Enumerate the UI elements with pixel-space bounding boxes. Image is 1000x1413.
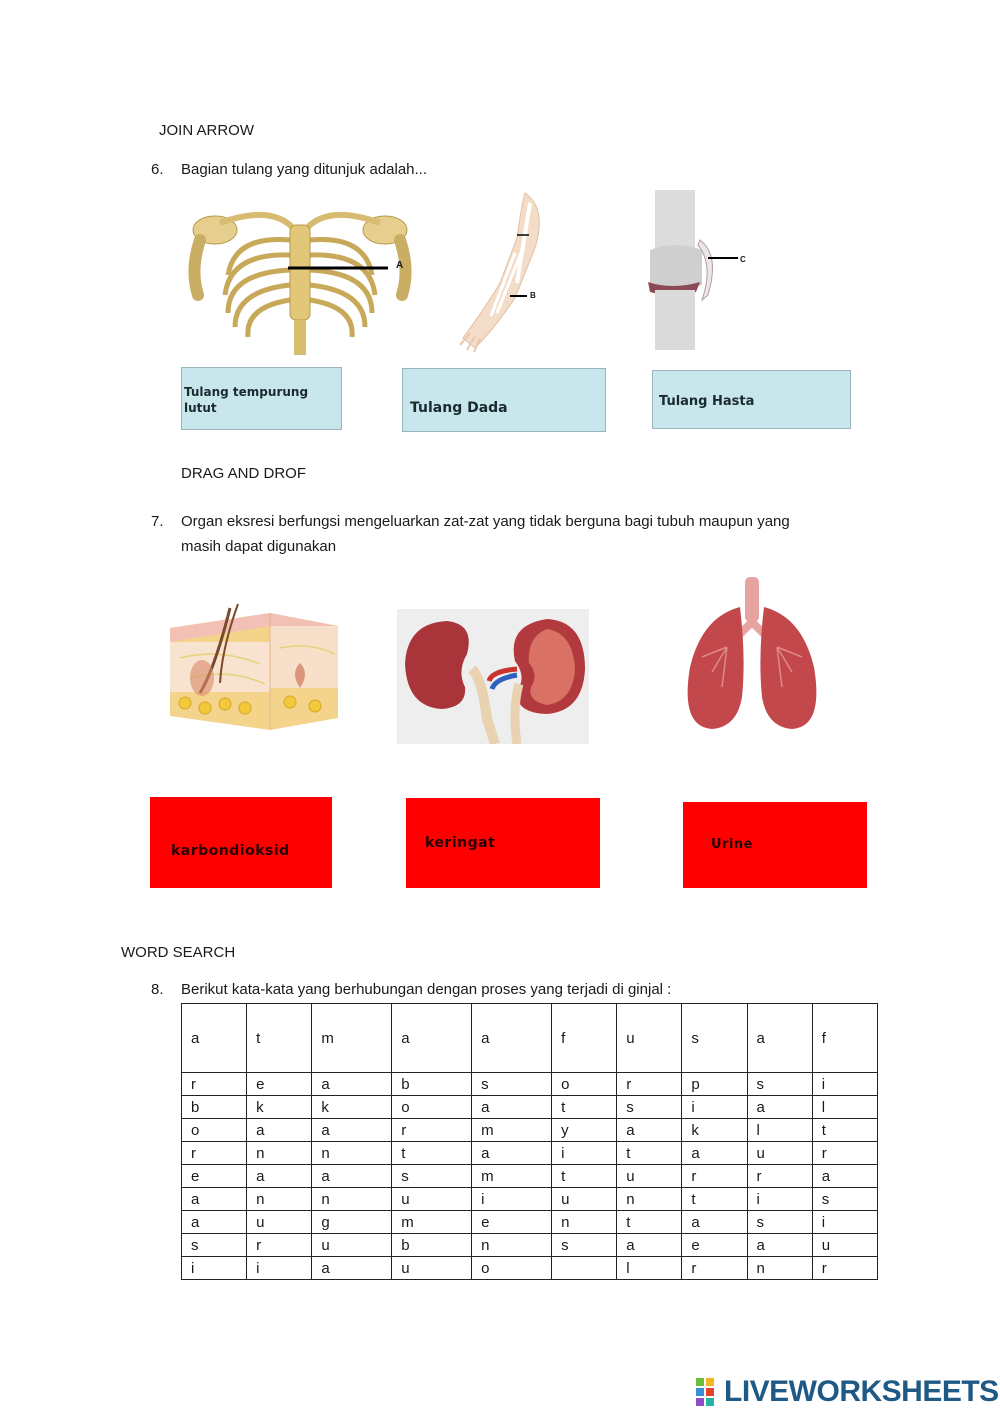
word-search-cell[interactable]: u bbox=[392, 1188, 472, 1211]
word-search-cell[interactable]: a bbox=[617, 1119, 682, 1142]
word-search-cell[interactable]: r bbox=[812, 1257, 877, 1280]
question-text-line1: Organ eksresi berfungsi mengeluarkan zat-zat yang tidak berguna bagi tubuh maupun yang bbox=[181, 513, 790, 530]
word-search-cell[interactable]: b bbox=[392, 1234, 472, 1257]
word-search-cell[interactable]: a bbox=[682, 1211, 747, 1234]
word-search-cell[interactable]: r bbox=[682, 1257, 747, 1280]
word-search-cell[interactable]: s bbox=[682, 1004, 747, 1073]
ribcage-illustration bbox=[180, 195, 420, 355]
lungs-illustration bbox=[672, 577, 832, 737]
word-search-cell[interactable]: a bbox=[747, 1096, 812, 1119]
word-search-cell[interactable]: e bbox=[472, 1211, 552, 1234]
word-search-cell[interactable]: m bbox=[472, 1119, 552, 1142]
word-search-cell[interactable]: a bbox=[182, 1211, 247, 1234]
word-search-cell[interactable]: m bbox=[472, 1165, 552, 1188]
word-search-cell[interactable]: t bbox=[617, 1142, 682, 1165]
word-search-cell[interactable]: r bbox=[182, 1142, 247, 1165]
word-search-cell[interactable]: a bbox=[812, 1165, 877, 1188]
word-search-cell[interactable]: m bbox=[312, 1004, 392, 1073]
word-search-cell[interactable]: a bbox=[312, 1165, 392, 1188]
section-heading-word-search: WORD SEARCH bbox=[121, 944, 236, 961]
word-search-cell[interactable]: u bbox=[392, 1257, 472, 1280]
word-search-cell[interactable]: n bbox=[312, 1188, 392, 1211]
question-number: 6. bbox=[151, 161, 164, 178]
label-a: A bbox=[396, 260, 404, 271]
word-search-row bbox=[182, 1188, 878, 1211]
word-search-cell[interactable]: i bbox=[247, 1257, 312, 1280]
word-search-cell[interactable]: k bbox=[682, 1119, 747, 1142]
answer-card-tulang-dada[interactable]: Tulang Dada bbox=[402, 368, 606, 432]
word-search-cell[interactable]: i bbox=[682, 1096, 747, 1119]
word-search-cell[interactable]: a bbox=[182, 1004, 247, 1073]
word-search-cell[interactable]: a bbox=[747, 1234, 812, 1257]
answer-card-tulang-tempurung-lutut[interactable]: Tulang tempurung lutut bbox=[181, 367, 342, 430]
word-search-cell[interactable]: i bbox=[812, 1211, 877, 1234]
word-search-cell[interactable]: k bbox=[312, 1096, 392, 1119]
word-search-cell[interactable]: u bbox=[552, 1188, 617, 1211]
word-search-cell[interactable]: t bbox=[552, 1096, 617, 1119]
liveworksheets-logo-icon bbox=[696, 1378, 724, 1406]
word-search-cell[interactable]: u bbox=[812, 1234, 877, 1257]
word-search-row bbox=[182, 1142, 878, 1165]
word-search-cell[interactable]: s bbox=[392, 1165, 472, 1188]
word-search-cell[interactable]: n bbox=[552, 1211, 617, 1234]
word-search-cell[interactable]: a bbox=[247, 1119, 312, 1142]
liveworksheets-logo-text: LIVEWORKSHEETS bbox=[724, 1375, 999, 1408]
word-search-cell[interactable]: n bbox=[247, 1188, 312, 1211]
word-search-cell[interactable]: s bbox=[552, 1234, 617, 1257]
question-number: 7. bbox=[151, 513, 164, 530]
word-search-cell[interactable]: r bbox=[182, 1073, 247, 1096]
kidney-illustration bbox=[397, 609, 589, 744]
word-search-cell[interactable]: r bbox=[682, 1165, 747, 1188]
word-search-row bbox=[182, 1165, 878, 1188]
word-search-cell[interactable]: i bbox=[812, 1073, 877, 1096]
word-search-cell[interactable]: s bbox=[472, 1073, 552, 1096]
word-search-cell[interactable]: a bbox=[312, 1073, 392, 1096]
question-text-line2: masih dapat digunakan bbox=[181, 538, 337, 555]
word-search-cell[interactable]: b bbox=[182, 1096, 247, 1119]
word-search-grid[interactable] bbox=[181, 1003, 878, 1280]
word-search-cell[interactable]: a bbox=[472, 1142, 552, 1165]
label-b: B bbox=[530, 291, 536, 300]
word-search-cell[interactable]: t bbox=[812, 1119, 877, 1142]
word-search-cell[interactable]: s bbox=[747, 1073, 812, 1096]
word-search-cell[interactable]: a bbox=[472, 1004, 552, 1073]
word-search-cell[interactable]: u bbox=[312, 1234, 392, 1257]
word-search-cell[interactable]: l bbox=[747, 1119, 812, 1142]
word-search-cell[interactable]: n bbox=[472, 1234, 552, 1257]
word-search-cell[interactable]: r bbox=[812, 1142, 877, 1165]
word-search-cell[interactable]: u bbox=[747, 1142, 812, 1165]
knee-joint-illustration bbox=[640, 190, 750, 350]
word-search-cell[interactable]: i bbox=[552, 1142, 617, 1165]
word-search-cell[interactable]: o bbox=[182, 1119, 247, 1142]
skin-cross-section-illustration bbox=[160, 598, 345, 733]
question-number: 8. bbox=[151, 981, 164, 998]
word-search-cell[interactable]: a bbox=[472, 1096, 552, 1119]
word-search-cell[interactable]: a bbox=[312, 1257, 392, 1280]
word-search-cell[interactable]: u bbox=[247, 1211, 312, 1234]
word-search-cell[interactable]: a bbox=[312, 1119, 392, 1142]
word-search-cell[interactable]: t bbox=[682, 1188, 747, 1211]
word-search-cell[interactable]: r bbox=[747, 1165, 812, 1188]
word-search-row bbox=[182, 1004, 878, 1073]
word-search-cell[interactable]: r bbox=[617, 1073, 682, 1096]
word-search-cell[interactable]: f bbox=[552, 1004, 617, 1073]
word-search-cell[interactable]: p bbox=[682, 1073, 747, 1096]
word-search-row bbox=[182, 1119, 878, 1142]
section-heading-join-arrow: JOIN ARROW bbox=[159, 122, 255, 139]
answer-card-tulang-hasta[interactable]: Tulang Hasta bbox=[652, 370, 851, 429]
word-search-cell[interactable]: a bbox=[247, 1165, 312, 1188]
word-search-cell[interactable]: s bbox=[182, 1234, 247, 1257]
word-search-cell[interactable]: y bbox=[552, 1119, 617, 1142]
word-search-cell[interactable]: m bbox=[392, 1211, 472, 1234]
answer-card-urine[interactable]: Urine bbox=[683, 802, 867, 888]
word-search-cell[interactable]: u bbox=[617, 1165, 682, 1188]
word-search-cell[interactable]: o bbox=[552, 1073, 617, 1096]
answer-card-keringat[interactable]: keringat bbox=[406, 798, 600, 888]
word-search-cell[interactable]: s bbox=[812, 1188, 877, 1211]
answer-card-karbondioksid[interactable]: karbondioksid bbox=[150, 797, 332, 888]
word-search-cell[interactable]: e bbox=[682, 1234, 747, 1257]
word-search-cell[interactable]: t bbox=[247, 1004, 312, 1073]
word-search-cell[interactable]: f bbox=[812, 1004, 877, 1073]
word-search-cell[interactable]: n bbox=[247, 1142, 312, 1165]
question-text: Berikut kata-kata yang berhubungan dengan proses yang terjadi di ginjal : bbox=[181, 981, 672, 998]
word-search-cell[interactable]: a bbox=[392, 1004, 472, 1073]
word-search-row bbox=[182, 1073, 878, 1096]
word-search-cell[interactable]: i bbox=[472, 1188, 552, 1211]
section-heading-drag-and-drop: DRAG AND DROF bbox=[181, 465, 307, 482]
word-search-cell[interactable]: t bbox=[552, 1165, 617, 1188]
arm-bones-illustration bbox=[455, 188, 555, 358]
liveworksheets-logo bbox=[696, 1375, 999, 1409]
word-search-cell[interactable]: e bbox=[182, 1165, 247, 1188]
word-search-cell[interactable]: o bbox=[392, 1096, 472, 1119]
word-search-row bbox=[182, 1234, 878, 1257]
word-search-cell[interactable]: a bbox=[182, 1188, 247, 1211]
word-search-row bbox=[182, 1257, 878, 1280]
word-search-cell[interactable]: a bbox=[617, 1234, 682, 1257]
word-search-row bbox=[182, 1211, 878, 1234]
word-search-cell[interactable]: b bbox=[392, 1073, 472, 1096]
word-search-cell[interactable]: n bbox=[312, 1142, 392, 1165]
word-search-cell[interactable]: l bbox=[812, 1096, 877, 1119]
word-search-cell[interactable]: i bbox=[747, 1188, 812, 1211]
word-search-cell[interactable]: e bbox=[247, 1073, 312, 1096]
word-search-cell[interactable] bbox=[552, 1257, 617, 1280]
word-search-cell[interactable]: r bbox=[247, 1234, 312, 1257]
word-search-cell[interactable]: s bbox=[617, 1096, 682, 1119]
word-search-cell[interactable]: k bbox=[247, 1096, 312, 1119]
label-c: C bbox=[740, 255, 746, 264]
word-search-cell[interactable]: n bbox=[617, 1188, 682, 1211]
word-search-row bbox=[182, 1096, 878, 1119]
word-search-cell[interactable]: t bbox=[392, 1142, 472, 1165]
word-search-cell[interactable]: a bbox=[682, 1142, 747, 1165]
word-search-cell[interactable]: g bbox=[312, 1211, 392, 1234]
word-search-cell[interactable]: t bbox=[617, 1211, 682, 1234]
question-text: Bagian tulang yang ditunjuk adalah... bbox=[181, 161, 428, 178]
word-search-cell[interactable]: u bbox=[617, 1004, 682, 1073]
word-search-cell[interactable]: a bbox=[747, 1004, 812, 1073]
word-search-cell[interactable]: i bbox=[182, 1257, 247, 1280]
word-search-cell[interactable]: r bbox=[392, 1119, 472, 1142]
word-search-cell[interactable]: n bbox=[747, 1257, 812, 1280]
word-search-cell[interactable]: o bbox=[472, 1257, 552, 1280]
word-search-cell[interactable]: s bbox=[747, 1211, 812, 1234]
word-search-cell[interactable]: l bbox=[617, 1257, 682, 1280]
